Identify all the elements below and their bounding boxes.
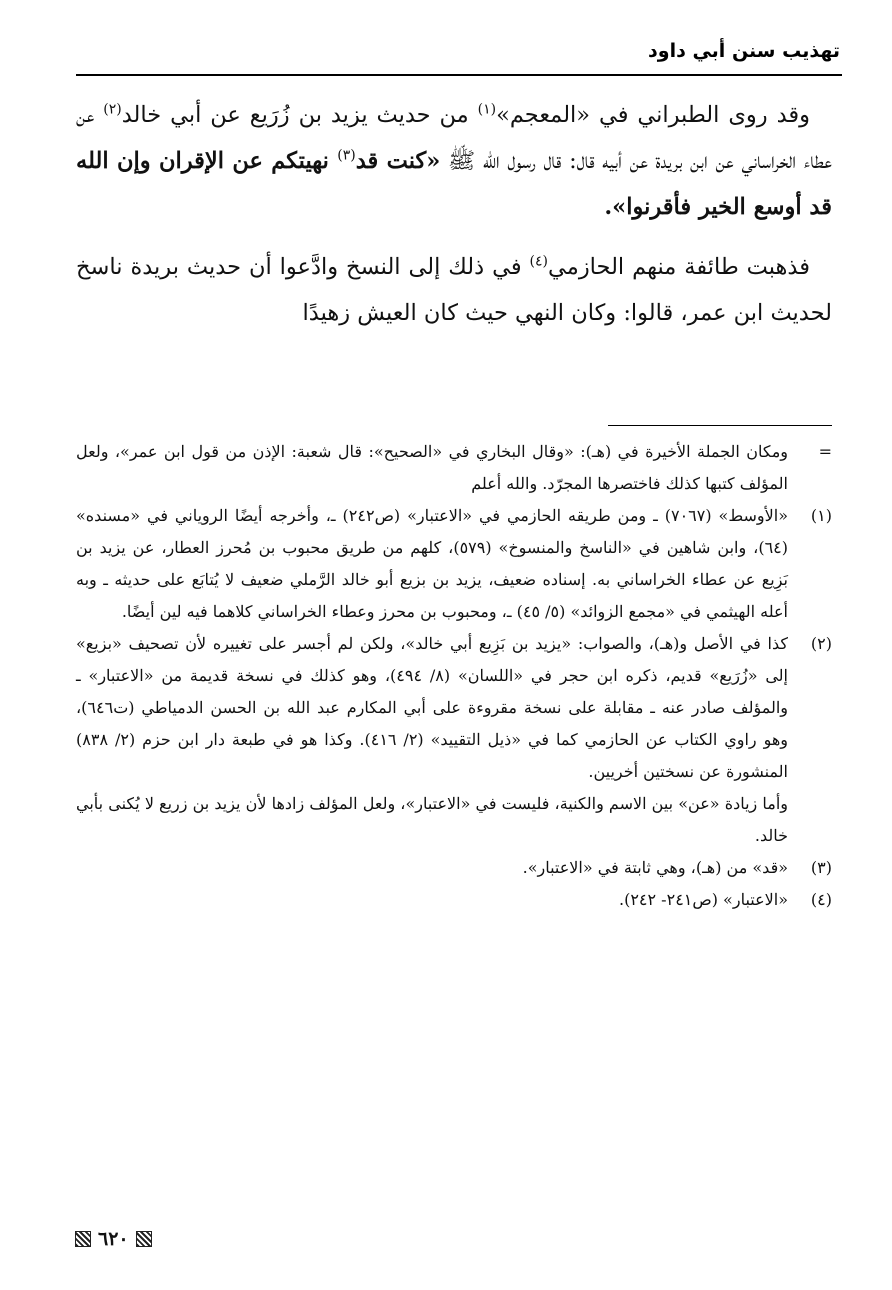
footnote-ref-3[interactable]: (٣) (337, 147, 356, 164)
ornament-icon (135, 1230, 153, 1248)
footnote-text: كذا في الأصل و(هـ)، والصواب: «يزيد بن بَزِيع أبي خالد»، ولكن لم أجسر على تغييره لأن تصحيف «بزيع» إلى «زُرَيع» قديم، ذكره ابن حجر في «اللسان» (٨/ ٤٩٤)، وهو كذلك في نسخة قديمة من «الاعتبار» ـ والمؤلف صادر عنه ـ مقابلة على نسخة مقروءة على أبي المكارم عبد الله بن الحسن الدمياطي (ت٦٤٦)، وهو راوي الكتاب عن الحازمي كما في «ذيل التقييد» (٢/ ٤١٦). وكذا هو في طبعة دار ابن حزم (٢/ ٨٣٨) المنشورة عن نسختين أخريين. (76, 634, 788, 781)
main-text (76, 92, 832, 336)
footnote-3 (76, 852, 832, 884)
footnote-separator (608, 425, 832, 426)
footnote-number: (٤) (810, 890, 832, 909)
footnote-2 (76, 628, 832, 852)
footnote-number: (٣) (810, 858, 832, 877)
footnote-text: ومكان الجملة الأخيرة في (هـ): «وقال البخاري في «الصحيح»: قال شعبة: الإذن من قول ابن عمر»، ولعل المؤلف كتبها كذلك فاختصرها المجرّد. والله أعلم (76, 442, 788, 493)
hadith-quote: نهيتكم عن الإقران وإن الله قد أوسع الخير فأقرنوا». (76, 148, 832, 220)
main-paragraph-1 (76, 92, 832, 230)
footnote-4 (76, 884, 832, 916)
header-rule (76, 74, 842, 76)
footnote-1 (76, 500, 832, 628)
text-run: في ذلك إلى النسخ وادَّعوا أن حديث بريدة ناسخ لحديث ابن عمر، قالوا: وكان النهي حيث كان العيش زهيدًا (76, 254, 832, 326)
main-paragraph-2 (76, 244, 832, 336)
running-header-title: تهذيب سنن أبي داود (648, 40, 840, 62)
footnote-text: «الاعتبار» (ص٢٤١- ٢٤٢). (618, 890, 788, 909)
ornament-icon (74, 1230, 92, 1248)
hadith-quote: «كنت قد (355, 148, 441, 174)
text-run: عن عطاء الخراساني عن ابن بريدة عن أبيه قال: قال رسول الله ﷺ (76, 102, 832, 174)
footnotes-section (76, 436, 832, 916)
footnote-text: «الأوسط» (٧٠٦٧) ـ ومن طريقه الحازمي في «الاعتبار» (ص٢٤٢) ـ، وأخرجه أيضًا الروياني في «مسنده» (٦٤)، وابن شاهين في «الناسخ والمنسوخ» (٥٧٩)، كلهم من طريق محبوب بن مُحرز العطار، عن يزيد بن بَزِيع عن عطاء الخراساني به. إسناده ضعيف، يزيد بن بزيع أبو خالد الرَّملي ضعيف لا يُتابَع على حديثه ـ وبه أعله الهيثمي في «مجمع الزوائد» (٥/ ٤٥) ـ، ومحبوب بن محرز وعطاء الخراساني كلاهما فيه لين أيضًا. (76, 506, 789, 621)
footnote-ref-4[interactable]: (٤) (529, 253, 549, 270)
footnote-continued (76, 436, 832, 500)
page-number-block (74, 1228, 153, 1250)
footnote-number: (١) (810, 506, 832, 525)
text-run: وقد روى الطبراني في «المعجم» (496, 102, 810, 128)
page-number: ٦٢٠ (98, 1228, 129, 1250)
footnote-text: وأما زيادة «عن» بين الاسم والكنية، فليست في «الاعتبار»، ولعل المؤلف زادها لأن يزيد بن زريع لا يُكنى بأبي خالد. (76, 794, 788, 845)
footnote-ref-1[interactable]: (١) (477, 101, 497, 118)
footnote-number: = (818, 442, 832, 461)
footnote-number: (٢) (810, 634, 832, 653)
footnote-text: «قد» من (هـ)، وهي ثابتة في «الاعتبار». (522, 858, 788, 877)
footnote-ref-2[interactable]: (٢) (103, 101, 122, 118)
text-run: فذهبت طائفة منهم الحازمي (548, 254, 810, 280)
text-run: من حديث يزيد بن زُرَيع عن أبي خالد (121, 102, 478, 128)
